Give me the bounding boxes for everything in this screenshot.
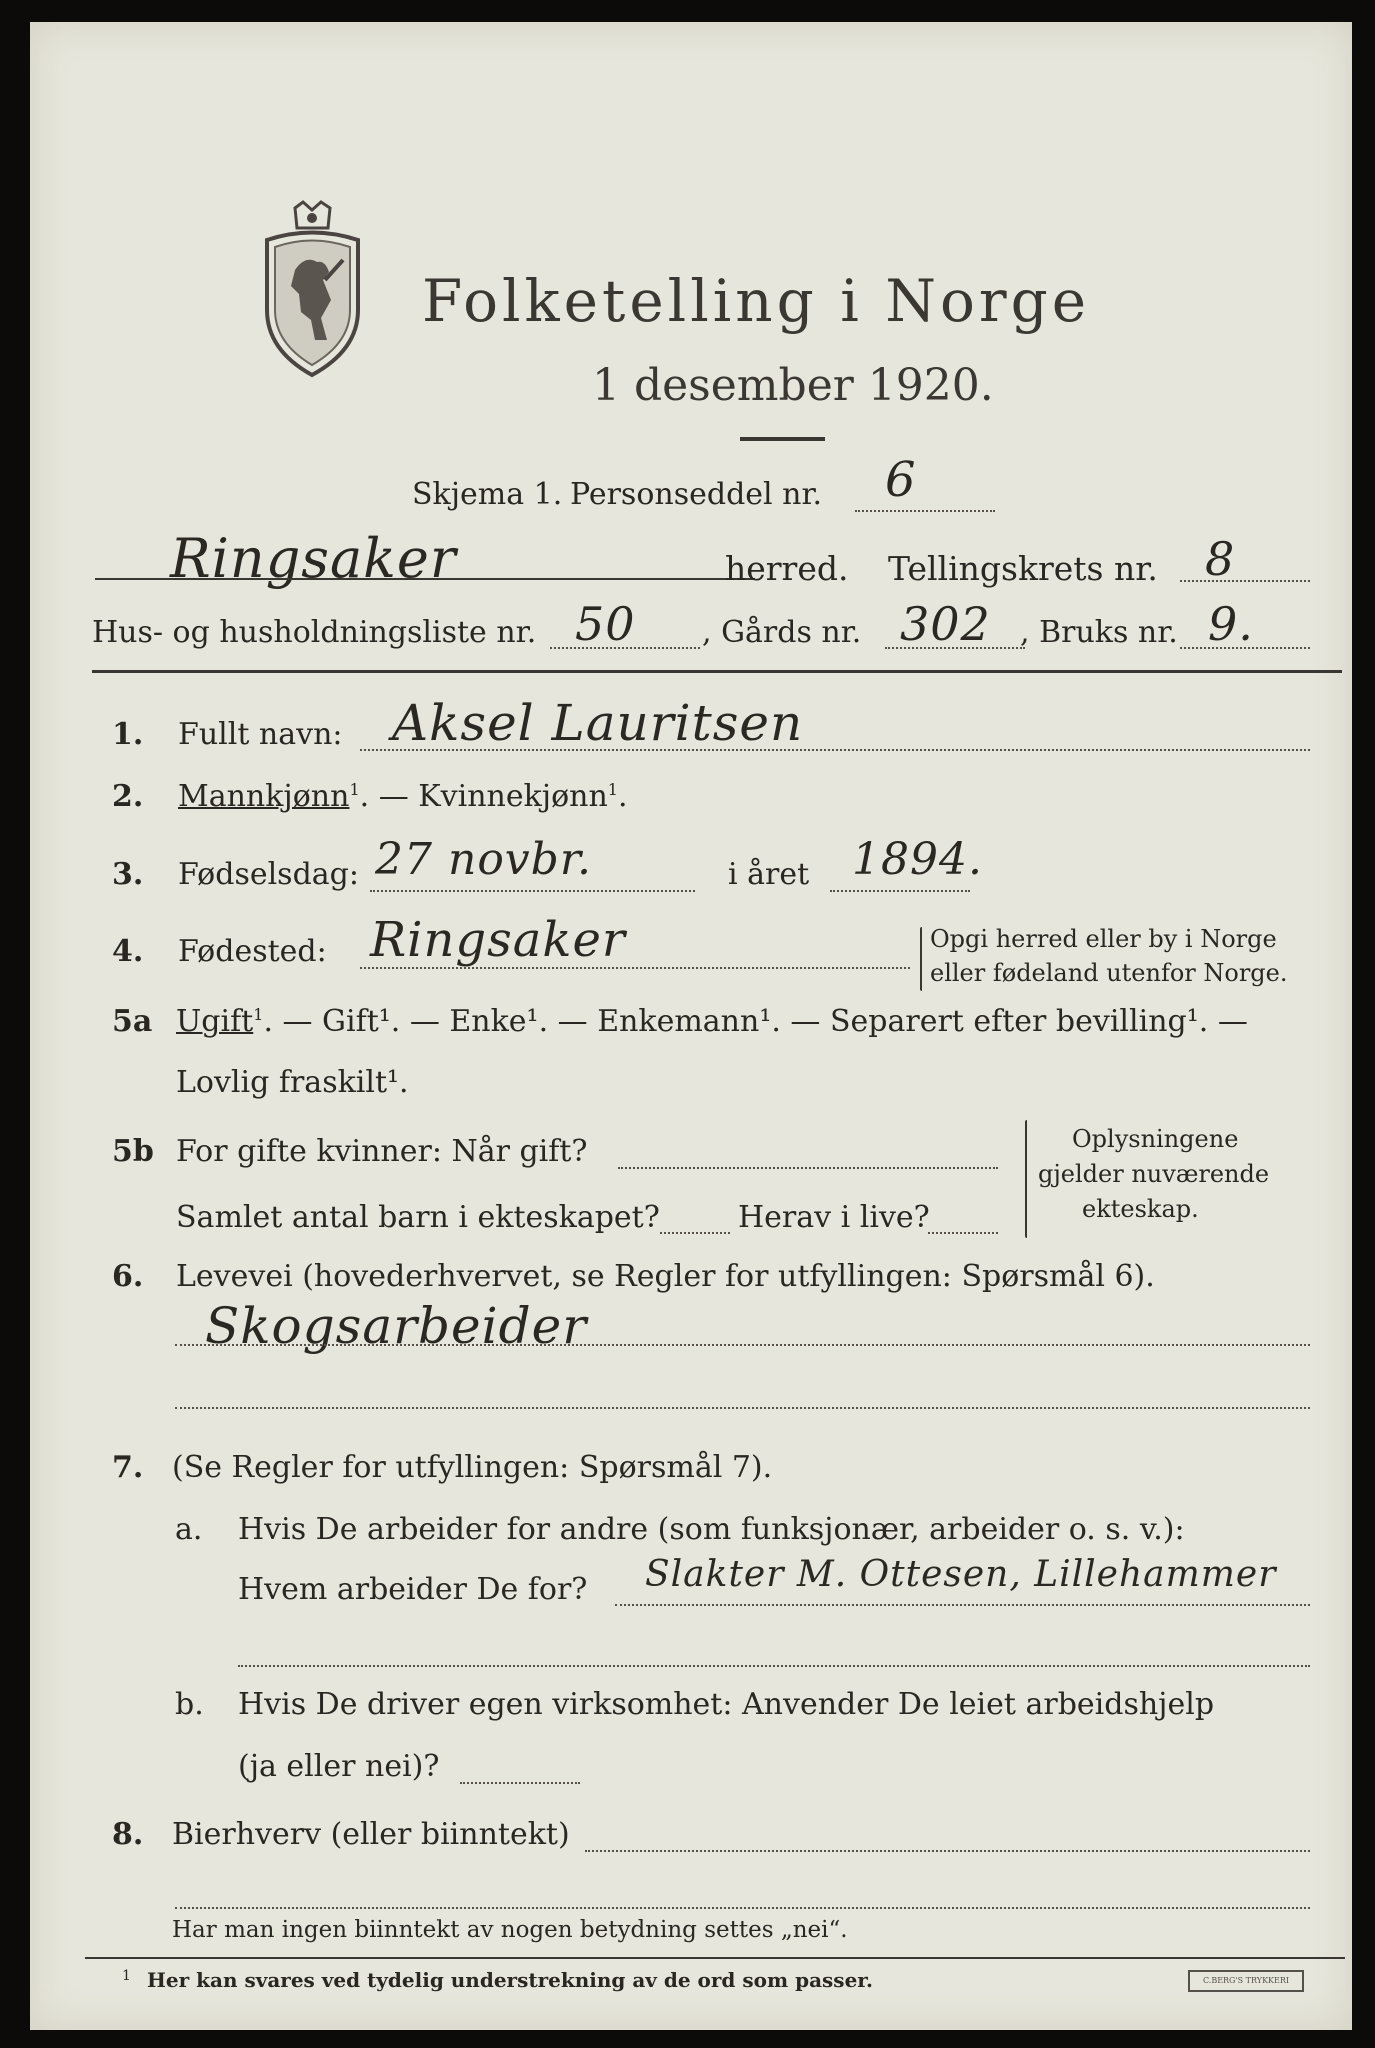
hus-line xyxy=(550,647,700,649)
tellingskrets-line xyxy=(1180,580,1310,582)
q4-line xyxy=(360,967,910,969)
q5b-number: 5b xyxy=(112,1134,154,1169)
q1-label: Fullt navn: xyxy=(178,717,343,752)
q7a-letter: a. xyxy=(175,1512,203,1547)
q1-fullname-value[interactable]: Aksel Lauritsen xyxy=(392,694,804,752)
bruks-line xyxy=(1180,647,1310,649)
q5a-line2[interactable]: Lovlig fraskilt¹. xyxy=(176,1065,409,1100)
q8-line1[interactable] xyxy=(585,1850,1310,1852)
q5a-other-options[interactable]: . — Gift¹. — Enke¹. — Enkemann¹. — Separert efter bevilling¹. — xyxy=(263,1004,1248,1039)
q2-separator: . — xyxy=(359,779,419,814)
q5a-number: 5a xyxy=(112,1004,153,1039)
q6-line2 xyxy=(175,1407,1310,1409)
footnote-mark: 1 xyxy=(122,1968,131,1984)
herred-value[interactable]: Ringsaker xyxy=(170,527,457,590)
q7a-line2 xyxy=(238,1665,1310,1667)
q5b-note-line1: Oplysningene xyxy=(1072,1125,1239,1153)
q7a-line1 xyxy=(615,1604,1310,1606)
gards-value[interactable]: 302 xyxy=(900,597,991,651)
q7b-line[interactable] xyxy=(460,1782,580,1784)
q2-number: 2. xyxy=(112,779,144,814)
norwegian-coat-of-arms-icon xyxy=(255,200,370,380)
q1-line xyxy=(360,749,1310,751)
q6-number: 6. xyxy=(112,1259,144,1294)
q4-note-line2: eller fødeland utenfor Norge. xyxy=(930,959,1288,987)
skjema-label: Skjema 1. xyxy=(412,477,563,512)
q8-number: 8. xyxy=(112,1817,144,1852)
q4-birthplace-value[interactable]: Ringsaker xyxy=(370,912,626,968)
q2-sex-options: Mannkjønn$^1$. — Kvinnekjønn$^1$. xyxy=(178,779,628,814)
q7a-employer-value[interactable]: Slakter M. Ottesen, Lillehammer xyxy=(645,1554,1277,1595)
personseddel-value[interactable]: 6 xyxy=(885,452,917,508)
personseddel-line xyxy=(855,510,995,512)
q5b-alive-line[interactable] xyxy=(928,1232,998,1234)
q5b-married-when-line[interactable] xyxy=(618,1167,998,1169)
q5b-married-when-label: For gifte kvinner: Når gift? xyxy=(176,1134,588,1169)
q3-number: 3. xyxy=(112,857,144,892)
header-divider xyxy=(92,670,1342,673)
title-rule xyxy=(740,437,825,441)
tellingskrets-value[interactable]: 8 xyxy=(1205,532,1236,586)
q3-line xyxy=(370,890,695,892)
herred-label: herred. xyxy=(725,549,849,588)
q7b-question: Hvis De driver egen virksomhet: Anvender De leiet arbeidshjelp xyxy=(238,1687,1215,1722)
bruks-label: , Bruks nr. xyxy=(1020,615,1178,650)
q5b-children-label: Samlet antal barn i ekteskapet? xyxy=(176,1200,660,1235)
q4-label: Fødested: xyxy=(178,934,327,969)
q3-label: Fødselsdag: xyxy=(178,857,359,892)
footnote-rule xyxy=(85,1957,1345,1959)
q2-end: . xyxy=(617,779,628,814)
q7a-question: Hvis De arbeider for andre (som funksjonær, arbeider o. s. v.): xyxy=(238,1512,1185,1547)
q5b-children-line[interactable] xyxy=(660,1232,730,1234)
personseddel-label: Personseddel nr. xyxy=(570,477,823,512)
q3-birthday-value[interactable]: 27 novbr. xyxy=(375,834,593,885)
q2-female-option[interactable]: Kvinnekjønn xyxy=(418,779,608,814)
q5b-note-line3: ekteskap. xyxy=(1082,1195,1199,1223)
q7-number: 7. xyxy=(112,1450,144,1485)
q7b-letter: b. xyxy=(175,1687,204,1722)
q5b-alive-label: Herav i live? xyxy=(738,1200,930,1235)
q5a-ugift-option[interactable]: Ugift xyxy=(176,1004,254,1039)
q3-year-value[interactable]: 1894. xyxy=(852,834,983,885)
q8-line2[interactable] xyxy=(175,1907,1310,1909)
q4-note-line1: Opgi herred eller by i Norge xyxy=(930,925,1277,953)
herred-line xyxy=(95,578,755,580)
q7b-yes-no-label: (ja eller nei)? xyxy=(238,1749,440,1784)
q6-line1 xyxy=(175,1344,1310,1346)
q4-brace xyxy=(920,927,922,991)
bruks-value[interactable]: 9. xyxy=(1208,597,1254,651)
hus-value[interactable]: 50 xyxy=(575,597,636,651)
census-form-sheet xyxy=(30,22,1352,2030)
q3-year-line xyxy=(830,890,970,892)
form-date: 1 desember 1920. xyxy=(592,360,994,411)
q6-occupation-value[interactable]: Skogsarbeider xyxy=(205,1297,588,1355)
q1-number: 1. xyxy=(112,717,144,752)
footnote-text: Her kan svares ved tydelig understrekning av de ord som passer. xyxy=(147,1968,873,1992)
printer-stamp: C.BERG'S TRYKKERI xyxy=(1188,1970,1304,1992)
hus-label: Hus- og husholdningsliste nr. xyxy=(92,615,537,650)
form-title: Folketelling i Norge xyxy=(422,267,1091,335)
q6-label: Levevei (hovederhvervet, se Regler for utfyllingen: Spørsmål 6). xyxy=(176,1259,1155,1294)
q4-number: 4. xyxy=(112,934,144,969)
q5b-note-line2: gjelder nuværende xyxy=(1038,1160,1270,1188)
gards-line xyxy=(885,647,1025,649)
q8-label: Bierhverv (eller biinntekt) xyxy=(172,1817,570,1852)
tellingskrets-label: Tellingskrets nr. xyxy=(888,549,1158,588)
q7a-employer-label: Hvem arbeider De for? xyxy=(238,1572,588,1607)
q5a-status-options: Ugift$^1$. — Gift¹. — Enke¹. — Enkemann¹. — Separert efter bevilling¹. — xyxy=(176,1004,1248,1039)
income-note: Har man ingen biinntekt av nogen betydning settes „nei“. xyxy=(172,1917,848,1943)
q3-year-label: i året xyxy=(728,857,810,892)
gards-label: , Gårds nr. xyxy=(702,615,862,650)
q2-male-option[interactable]: Mannkjønn xyxy=(178,779,350,814)
q5b-brace xyxy=(1025,1120,1027,1238)
q7-label: (Se Regler for utfyllingen: Spørsmål 7). xyxy=(172,1450,773,1485)
